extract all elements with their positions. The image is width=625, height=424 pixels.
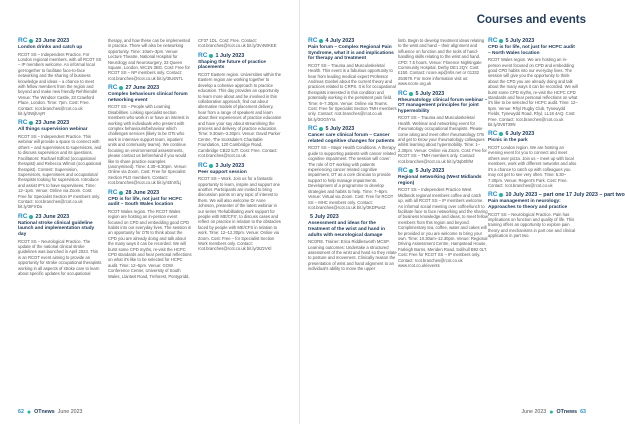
rcot-badge-icon (108, 190, 124, 196)
column-1 (18, 38, 102, 400)
event-body: NCORE. Trainer: Erica Riddlesworth MCSP. Learning outcomes: Undertake a structured assessment of the wrist and hand so they relate to posture and movement. Clinically reason the presentation of wrist and hand alignment to an individual's ability to move the upper (308, 239, 397, 272)
event-date: 1 July 2023 (215, 52, 245, 59)
event-tag: RC (198, 161, 208, 169)
column-4 (308, 38, 398, 400)
event-header (398, 168, 488, 174)
rcot-badge-icon (198, 163, 214, 169)
event-tag: RC (18, 119, 28, 127)
event-tag: RC (18, 37, 28, 44)
event-body: therapy, and how these can be implemented in practice. There will also be networking opportunity. Time: 10am–3pm. Venue: Lecture Theatre, National Hospital for Neurology and Neurosurgery, 33 Queen Square, London, WC1N 3BG. Cost: Free for RCOT SS – NP members only. Contact: rcot.branches@rcot.co.uk bit.ly/3tUsNTL (108, 38, 191, 81)
dot-icon (29, 39, 33, 43)
event-tag: RC (308, 125, 318, 133)
dot-icon (119, 86, 123, 90)
event-tag: RC (488, 37, 498, 44)
page-number: 63 (580, 409, 586, 415)
event-entry (488, 38, 578, 127)
event-date: 5 July 2023 (505, 38, 535, 44)
event-header (488, 191, 625, 199)
dot-icon (319, 127, 323, 131)
event-title: Rheumatology clinical forum webinar – OT management principles for joint hypermobility (398, 97, 488, 114)
event-header (398, 91, 488, 97)
rcot-badge-icon (398, 91, 414, 97)
rcot-badge-icon (398, 168, 414, 174)
event-header (308, 126, 398, 132)
event-header (18, 214, 102, 220)
event-entry (488, 131, 578, 188)
rcot-badge-icon (308, 126, 324, 132)
event-tag: RC (398, 167, 408, 175)
event-date: 5 July 2023 (415, 90, 445, 97)
column-2 (108, 38, 192, 400)
page-number: 62 (18, 409, 24, 415)
event-header (108, 85, 192, 91)
event-date: 5 July 2023 (325, 126, 355, 133)
page-gutter (299, 0, 300, 424)
column-6 (488, 37, 625, 400)
event-date: 10 July 2023 – part one 17 July 2023 – part two (505, 192, 625, 199)
event-date: 5 July 2023 (415, 168, 445, 175)
event-header (198, 163, 282, 169)
event-title: National stroke clinical guideline launch and implementation study day (18, 220, 95, 237)
event-header (488, 38, 578, 44)
rcot-badge-icon (108, 85, 124, 91)
event-date: 28 June 2023 (125, 189, 160, 196)
dot-icon (499, 193, 503, 197)
event-tag: RC (488, 191, 498, 199)
issue-date: June 2023 (521, 409, 547, 415)
issue-date: June 2023 (57, 409, 83, 415)
rcot-badge-icon (488, 131, 504, 137)
event-header (108, 190, 192, 196)
rcot-badge-icon (488, 192, 504, 198)
dot-icon (319, 39, 323, 43)
event-entry (308, 38, 398, 122)
event-date: 23 June 2023 (35, 120, 70, 127)
dot-icon (499, 39, 503, 43)
event-body: RCOT SS – Work. Join us for a fantastic opportunity to learn, inspire and support one another. Participants are invited to bring discussion points on any topic of interest to them. We will also welcome Dr Anne Johnson, presenter of the latest webinar in our series 'Rehabilitating work support for people with ME/CFS', to discuss cases and reflect on practice in relation to the obstacles faced by people with ME/CFS in relation to work. Time: 12–12.30pm. Venue: Online via Zoom. Cost: Free – for Specialist Section Work members only. Contact: rcot.branches@rcot.co.uk bit.ly/3IZzVKl (198, 176, 281, 252)
dot-icon (119, 191, 123, 195)
dot-icon: ● (549, 408, 554, 416)
rcot-badge-icon (18, 214, 34, 220)
column-3 (198, 38, 282, 400)
event-entry (18, 120, 102, 209)
event-entry (198, 53, 282, 159)
event-body: RCOT SS – Neurological Practice. Pain has implications on function and quality of life. This training offers an opportunity to explore pain theory and mechanisms in part one and clinical application in part two. (488, 211, 576, 239)
event-title: Regional networking (West Midlands region) (398, 175, 482, 186)
event-tag: RC (198, 51, 208, 59)
event-title: London drinks and catch up (18, 45, 83, 50)
dot-icon (209, 164, 213, 168)
event-body: RCOT SS – Trauma and Musculoskeletal Health. Webinar and networking event for rheumatology occupational therapists. Please come along and meet other rheumatology OTs and get to know your rheumatology colleagues whilst learning about hypermobility. Time: 1–2.30pm. Venue: Online via Zoom. Cost: Free for RCOT SS – TMH members only. Contact: rcot.branches@rcot.co.uk bit.ly/3qb0hfM (398, 115, 487, 164)
event-entry (18, 214, 102, 277)
event-entry (398, 91, 488, 164)
event-date: 23 June 2023 (35, 38, 70, 44)
event-body: CF37 1DL. Cost: Free. Contact: rcot.branches@rcot.co.uk bit.ly/3V4WKEE (198, 38, 277, 49)
column-5 (398, 38, 488, 400)
dot-icon (409, 169, 413, 173)
event-tag: RC (308, 37, 318, 44)
event-title: Pain management in neurology: Approaches to theory and practice (488, 199, 568, 210)
dot-icon (29, 121, 33, 125)
event-entry (108, 85, 192, 185)
rcot-badge-icon (308, 38, 324, 44)
footer-left (18, 409, 83, 415)
dot-icon (209, 54, 213, 58)
event-header (198, 53, 282, 59)
event-title: CPD is for life, not just for HCPC audit – South Wales location (108, 196, 183, 208)
rcot-badge-icon (198, 53, 214, 59)
event-entry (108, 38, 192, 81)
event-title: Shaping the future of practice placements (198, 59, 266, 71)
event-date: 6 July 2023 (505, 131, 535, 138)
event-entry (108, 190, 192, 279)
event-date: 4 July 2023 (325, 38, 355, 44)
event-header (308, 214, 398, 220)
dot-icon: ● (26, 408, 32, 416)
brand-name: OTnews (556, 409, 578, 415)
event-body: RCOT SS – Independent Practice West Midlands regional members coffee and catch up, with all RCOT SS – IP members welcome. An informal social meeting over coffee/lunch to facilitate face to face networking and the sharing of business knowledge and ideas, to meet fellow members from this region and beyond. Complimentary tea, coffee, water and cakes will be provided or you are welcome to bring your own. Time: 10.30am–12.30pm. Venue: Regional Driving Assessment Centre, Hampstead House, Farleigh Barns, Meriden Road, Solihull B92 0LT. Cost: Free for RCOT SS – IP members only. Contact: rcot.branches@rcot.co.uk www.rcot.co.uk/events (398, 187, 488, 268)
page-title: Courses and events (476, 14, 586, 26)
event-tag: RC (108, 188, 118, 196)
event-body: RCOT SS – People with Learning Disabilities. Linking specialist section members who work in or have an interest in working with individuals who present with complex behaviours/behaviour which challenges services (likely to be OTs who work in intensive support team, inpatient units and community teams). We continue focusing on environmental assessments, please contact us beforehand if you would like to share practice examples (anonymised). Time: 4.30–6.30pm. Venue: Online via Zoom. Cost: Free for Specialist Section PLD members. Contact: rcot.branches@rcot.co.uk bit.ly/43nXfLj (108, 104, 189, 186)
event-title: Pain forum – Complex Regional Pain Syndrome, what it is and implications for therapy and treatment (308, 45, 394, 62)
rcot-badge-icon (18, 120, 34, 126)
event-title: All things supervision webinar (18, 127, 88, 133)
brand-name: OTnews (34, 409, 55, 415)
event-entry (18, 38, 102, 116)
event-title: Assessment and ideas for the treatment of the wrist and hand in adults with neurological damage (308, 221, 386, 238)
event-title: Cancer care clinical forum – Cancer related cognitive changes for patients (308, 133, 395, 144)
dot-icon (29, 215, 33, 219)
event-entry (308, 214, 398, 271)
event-body: RCOT SS – Major Health Conditions. A therapy guide to supporting patients with cancer related cognitive impairment. The session will cover: The role of OT working with patients experiencing cancer related cognitive impairment, OT as a core clinician to provide support to help manage impairments. Development of a programme to develop strategies and habits to help. Time: 7–8pm. Venue: Virtual via Zoom. Cost: Free for RCOT SS – MHC members only. Contact: rcot.branches@rcot.co.uk bit.ly/3KDPw4Z (308, 145, 396, 210)
event-header (18, 38, 102, 44)
event-body: RCOT SS – Independent Practice. For London regional members, with all RCOT SS – IP members welcome. An informal local get-together to facilitate face-to-face networking and the sharing of business knowledge and ideas – a chance to meet with fellow members from the region and beyond and make new friendly Rehfriends! Venue: The Windsor Castle, 23 Crawford Place, London. Time: 7pm. Cost: Free. Contact: rcot.branches@rcot.co.uk bit.ly/3WjhAyR (18, 51, 102, 117)
dot-icon (499, 132, 503, 136)
event-tag: RC (18, 212, 28, 220)
event-title: Peer support session (198, 169, 247, 175)
event-header (18, 120, 102, 126)
event-entry (198, 38, 282, 49)
event-date: 23 June 2023 (35, 213, 70, 220)
event-body: RCOT SS – Neurological Practice. The update of the national clinical stroke guidelines was launched in April 2023. This is an RCOT event aiming to provide an opportunity for stroke occupational therapists working in all aspects of stroke care to learn about specific updates for occupational (18, 238, 102, 276)
event-header (488, 131, 578, 137)
footer-right (522, 409, 587, 415)
event-entry (398, 38, 488, 87)
event-entry (488, 191, 625, 239)
event-body: limb. Begin to develop treatment ideas relating to the wrist and hand – their alignment and influence on function and the tools of hand-handling skills relating to the wrist and hand. CPD: 7.5 hours. Venue: Florence Nightingale Community Hospital, Derby DE1 2QY. Cost: £150. Contact: ncore.wp@nhs.net or 01332 254679. For more information visit us: www.ncore.org.uk (398, 38, 485, 87)
event-date: 27 June 2023 (125, 85, 160, 92)
dot-icon (409, 92, 413, 96)
event-body: RCOT SS – Independent Practice. This webinar will provide a space to connect with others – and supervisees to supervisors, and to discuss supervision and its questions. Facilitators: Rachael Edford (occupational therapist) and Rebecca Wilmot (occupational therapist). Content: Supervision, Supervisors, supervisees and occupational therapists looking for supervision. Introduce and assist IP's to have supervisees. Time: 12–1pm. Venue: Online via Zoom. Cost: Free for Specialist Section IP members only. Contact: rcot.branches@rcot.co.uk bit.ly/3IFrrDa (18, 134, 102, 210)
event-entry (398, 168, 488, 268)
event-title: CPD is for life, not just for HCPC audit – North Wales location (488, 45, 575, 56)
event-tag: RC (488, 130, 498, 138)
event-entry (308, 126, 398, 210)
event-title: Picnic in the park (488, 138, 528, 144)
event-date: 5 July 2023 (310, 214, 339, 221)
event-tag: RC (108, 84, 118, 92)
event-entry (198, 163, 282, 252)
event-tag: RC (398, 89, 408, 97)
event-body: RCOT Eastern region. Universities within the Eastern region are working together to develop a cohesive approach to practice education. This day provides an opportunity to learn more about and be involved in this collaborative approach, find out about alternative models of placement delivery, hear from a range of speakers and learn about their experiences of practice education and have your say about streamlining the process and delivery of practice education. Time: 9.30am–3.30pm. Venue: David Parker Centre, The Scotsdale's Charitable Foundation, 120 Cambridge Road, Cambridge CB22 5JT. Cost: Free. Contact: rcot.branches@rcot.co.uk (198, 72, 282, 159)
rcot-badge-icon (18, 38, 34, 44)
event-date: 3 July 2023 (215, 162, 245, 169)
event-body: RCOT SS – Trauma and Musculoskeletal Health. This event is a fabulous opportunity to hear from leading medical expert Professor Andreas Goebel about the current theory and practices related to CRPS. It is for occupational therapists interested in this condition and potentially working in the persistent pain field. Time: 6–7.30pm. Venue: Online via Teams. Cost: Free for Specialist Section TMH members only. Contact: rcot.branches@rcot.co.uk bit.ly/3OGhYra (308, 62, 397, 122)
event-title: Complex behaviours clinical forum networking event (108, 92, 188, 103)
event-body: RCOT Wales region. We are hosting an in-person event focused on CPD and embedding good CPD habits into our everyday lives. The session will give you the opportunity to think about the CPD you are already doing and talk about the many ways it can be recorded. We will burst some CPD myths, re-visit the HCPC CPD standards and hear personal reflections on what it's like to be selected for HCPC audit. Time: 12–5pm. Venue: Rhyl Rugby Club, Tynewydd Fields, Tynewydd Road, Rhyl, LL18 4AQ. Cost: Free. Contact: rcot.branches@rcot.co.uk bit.ly/3V6T39N (488, 57, 578, 128)
event-body: RCOT Wales region. The RCOT Wales region are hosting an in-person event focused on CPD and embedding good CPD habits into our everyday lives. The session is an opportunity for OTs to think about the CPD you are already doing and talk about the many ways it can be recorded. We will burst some CPD myths, re-visit the HCPC CPD standards and hear personal reflections on what it's like to be selected for HCPC audit. Time: 12–5pm. Venue: GOW Conference Center, University of South Wales, Llantwit Road, Treforest, Pontypridd, (108, 208, 192, 279)
event-header (308, 38, 398, 44)
rcot-badge-icon (488, 38, 504, 44)
event-body: RCOT London region. We are hosting an evening event for you to connect and meet others over pizza. Join us – meet up with local members, work with different networks and also it's a chance to catch up with colleagues you may not get to see very often. Time: 5.30–7.30pm. Venue: Regent's Park. Cost: Free. Contact: rcot.branches@rcot.co.uk (488, 145, 577, 188)
